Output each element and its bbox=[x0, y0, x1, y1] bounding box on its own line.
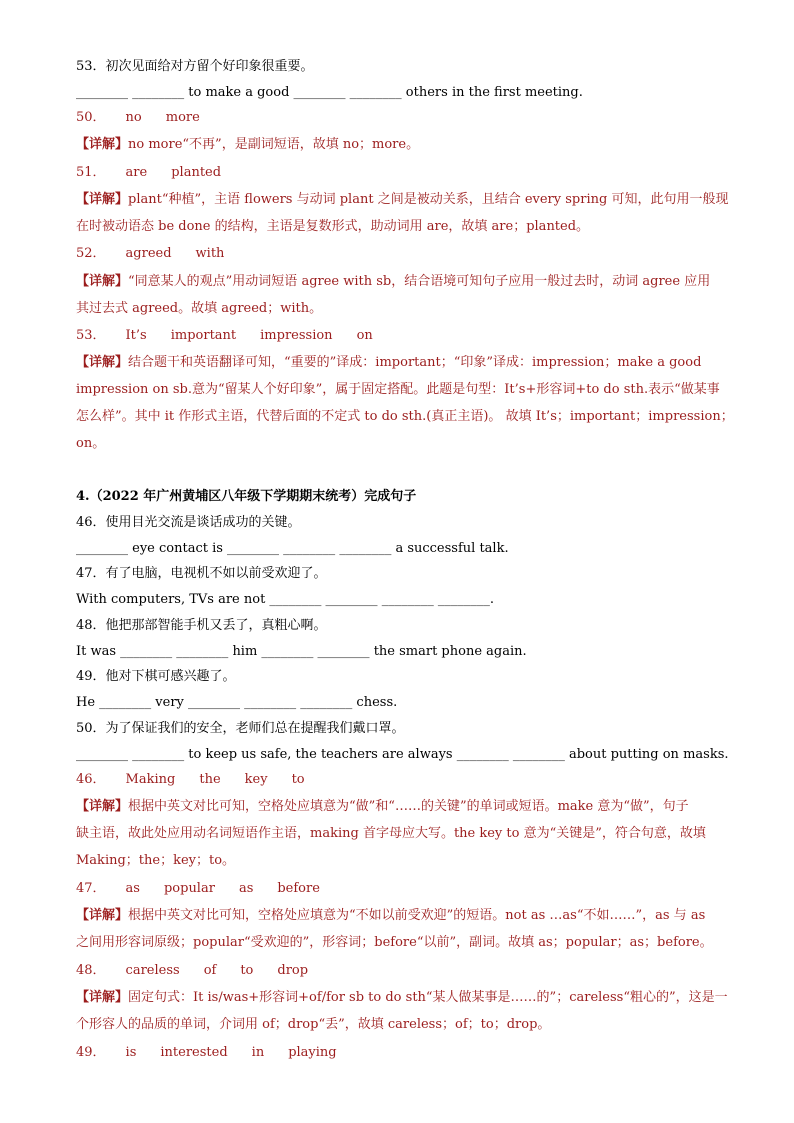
answer-50 bbox=[76, 110, 724, 126]
answer-47 bbox=[76, 881, 724, 897]
answer-word: playing bbox=[288, 1045, 337, 1060]
answer-49 bbox=[76, 1045, 724, 1061]
answer-word: before bbox=[277, 881, 320, 896]
detail-tag: 【详解】 bbox=[76, 908, 129, 923]
answer-word: in bbox=[251, 1045, 265, 1060]
section-heading: 4.（2022 年广州黄埔区八年级下学期期末统考）完成句子 bbox=[76, 489, 417, 504]
answer-52 bbox=[76, 246, 724, 262]
answer-num: 50． bbox=[76, 110, 106, 125]
detail-53-line3: 怎么样”。其中 it 作形式主语，代替后面的不定式 to do sth.(真正主语)。 故填 It’s；important；impression； bbox=[76, 409, 734, 424]
detail-tag: 【详解】 bbox=[76, 192, 129, 207]
answer-word: of bbox=[203, 963, 217, 978]
question-49-cn: 49．他对下棋可感兴趣了。 bbox=[76, 669, 236, 684]
answer-48 bbox=[76, 963, 724, 979]
answer-word: interested bbox=[160, 1045, 228, 1060]
answer-word: key bbox=[244, 772, 268, 787]
answer-word: to bbox=[240, 963, 254, 978]
detail-52-line2: 其过去式 agreed。故填 agreed；with。 bbox=[76, 301, 323, 316]
detail-48-line1: 【详解】固定句式：It is/was+形容词+of/for sb to do sth“某人做某事是……的”；careless“粗心的”，这是一 bbox=[76, 990, 728, 1005]
detail-tag: 【详解】 bbox=[76, 799, 129, 814]
answer-word: with bbox=[195, 246, 225, 261]
answer-word: is bbox=[125, 1045, 137, 1060]
answer-word: agreed bbox=[125, 246, 172, 261]
answer-word: as bbox=[238, 881, 254, 896]
detail-46-line2: 缺主语，故此处应用动名词短语作主语，making 首字母应大写。the key to 意为“关键是”，符合句意，故填 bbox=[76, 826, 706, 841]
answer-word: careless bbox=[125, 963, 180, 978]
detail-46-line1: 【详解】根据中英文对比可知，空格处应填意为“做”和“……的关键”的单词或短语。make 意为“做”，句子 bbox=[76, 799, 689, 814]
detail-tag: 【详解】 bbox=[76, 355, 129, 370]
question-50-en: ________ ________ to keep us safe, the teachers are always ________ ________ about putting on masks. bbox=[76, 747, 729, 762]
answer-num: 48． bbox=[76, 963, 106, 978]
answer-word: planted bbox=[171, 165, 222, 180]
answer-num: 49． bbox=[76, 1045, 106, 1060]
question-49-en: He ________ very ________ ________ ________ chess. bbox=[76, 695, 398, 710]
answer-word: are bbox=[125, 165, 148, 180]
answer-num: 51． bbox=[76, 165, 106, 180]
answer-53 bbox=[76, 328, 724, 344]
detail-47-line1: 【详解】根据中英文对比可知，空格处应填意为“不如以前受欢迎”的短语。not as …as“不如……”，as 与 as bbox=[76, 908, 706, 923]
detail-tag: 【详解】 bbox=[76, 990, 129, 1005]
answer-num: 47． bbox=[76, 881, 106, 896]
answer-word: the bbox=[199, 772, 221, 787]
question-46-en: ________ eye contact is ________ ________ ________ a successful talk. bbox=[76, 541, 509, 556]
answer-num: 46． bbox=[76, 772, 106, 787]
answer-word: as bbox=[125, 881, 140, 896]
answer-word: on bbox=[356, 328, 373, 343]
detail-52-line1: 【详解】“同意某人的观点”用动词短语 agree with sb，结合语境可知句子应用一般过去时，动词 agree 应用 bbox=[76, 274, 711, 289]
detail-50: 【详解】no more“不再”，是副词短语，故填 no；more。 bbox=[76, 137, 420, 152]
detail-53-line1: 【详解】结合题干和英语翻译可知，“重要的”译成：important；“印象”译成：impression；make a good bbox=[76, 355, 702, 370]
answer-num: 53． bbox=[76, 328, 106, 343]
answer-word: no bbox=[125, 110, 142, 125]
detail-47-line2: 之间用形容词原级；popular“受欢迎的”，形容词；before“以前”，副词。故填 as；popular；as；before。 bbox=[76, 935, 713, 950]
answer-num: 52． bbox=[76, 246, 106, 261]
detail-51-line1: 【详解】plant“种植”，主语 flowers 与动词 plant 之间是被动关系，且结合 every spring 可知，此句用一般现 bbox=[76, 192, 729, 207]
question-48-en: It was ________ ________ him ________ ________ the smart phone again. bbox=[76, 644, 527, 659]
question-48-cn: 48．他把那部智能手机又丢了，真粗心啊。 bbox=[76, 618, 327, 633]
answer-word: to bbox=[291, 772, 305, 787]
question-46-cn: 46．使用目光交流是谈话成功的关键。 bbox=[76, 515, 301, 530]
answer-51 bbox=[76, 165, 724, 181]
answer-word: Making bbox=[125, 772, 176, 787]
question-50-cn: 50．为了保证我们的安全，老师们总在提醒我们戴口罩。 bbox=[76, 721, 405, 736]
detail-48-line2: 个形容人的品质的单词，介词用 of；drop“丢”，故填 careless；of；to；drop。 bbox=[76, 1017, 551, 1032]
detail-tag: 【详解】 bbox=[76, 137, 129, 152]
question-47-en: With computers, TVs are not ________ ________ ________ ________. bbox=[76, 592, 494, 607]
answer-word: It’s bbox=[125, 328, 147, 343]
detail-tag: 【详解】 bbox=[76, 274, 129, 289]
q53-prompt: 53．初次见面给对方留个好印象很重要。 bbox=[76, 59, 314, 74]
answer-46 bbox=[76, 772, 724, 788]
q53-sentence: ________ ________ to make a good ________ ________ others in the first meeting. bbox=[76, 85, 583, 100]
answer-word: popular bbox=[163, 881, 215, 896]
answer-word: drop bbox=[277, 963, 309, 978]
question-47-cn: 47．有了电脑，电视机不如以前受欢迎了。 bbox=[76, 566, 327, 581]
detail-46-line3: Making；the；key；to。 bbox=[76, 853, 236, 868]
detail-53-line4: on。 bbox=[76, 436, 106, 451]
answer-word: more bbox=[165, 110, 200, 125]
answer-word: impression bbox=[260, 328, 333, 343]
answer-word: important bbox=[170, 328, 237, 343]
detail-51-line2: 在时被动语态 be done 的结构，主语是复数形式，助动词用 are，故填 are；planted。 bbox=[76, 219, 590, 234]
detail-53-line2: impression on sb.意为“留某人个好印象”，属于固定搭配。此题是句型：It’s+形容词+to do sth.表示“做某事 bbox=[76, 382, 720, 397]
